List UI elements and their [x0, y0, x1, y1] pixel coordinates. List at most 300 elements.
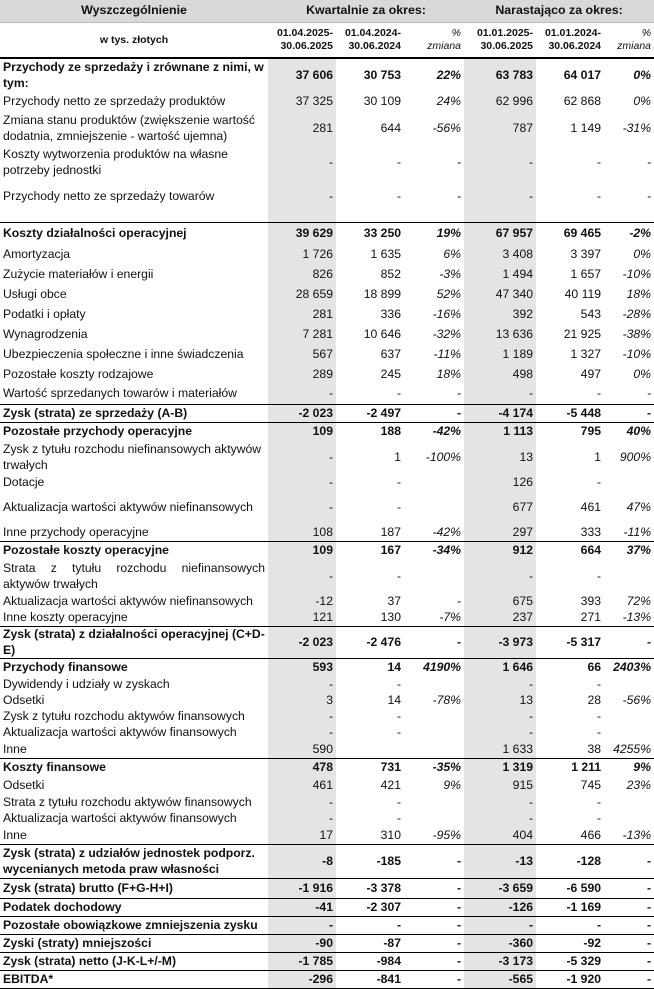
row-label: Dotacje	[3, 474, 45, 489]
n-change-value: -	[604, 917, 654, 935]
q-current-value: 1 726	[268, 245, 336, 265]
n-current-value: -	[464, 811, 536, 827]
table-row	[0, 491, 654, 525]
n-current-value: 13 636	[464, 325, 536, 345]
n-previous-value: -1 920	[536, 971, 604, 989]
n-change-value: -11%	[623, 524, 652, 539]
q-change-value: -	[404, 627, 464, 659]
n-change-value	[604, 475, 654, 491]
q-previous-value: -185	[336, 845, 404, 879]
row-label: Strata z tytułu rozchodu niefinansowych aktywów trwałych	[3, 560, 265, 591]
table-body	[0, 58, 654, 989]
n-current-value: 62 996	[464, 92, 536, 112]
n-previous-value: -6 590	[536, 879, 604, 899]
q-previous-value: 644	[380, 121, 401, 136]
table-row	[0, 180, 654, 214]
q-current-value: 567	[268, 345, 336, 365]
q-change-value: -	[456, 386, 462, 401]
n-current-value: 47 340	[464, 285, 536, 305]
q-current-value: -	[268, 180, 336, 214]
q-change-value: -78%	[432, 692, 462, 707]
n-change-value: 47%	[626, 499, 652, 514]
q-change-value: -11%	[433, 346, 462, 361]
n-change-value: 4255%	[613, 741, 652, 756]
q-previous-value: -	[396, 189, 401, 204]
table-row	[0, 112, 654, 146]
n-previous-value: 69 465	[536, 223, 604, 245]
q-change-value	[404, 709, 464, 725]
n-current-value: -	[464, 385, 536, 405]
q-current-value: -90	[268, 935, 336, 953]
row-label: Wynagrodzenia	[3, 326, 88, 341]
n-current-value: -360	[464, 935, 536, 953]
row-label: Ubezpieczenia społeczne i inne świadczenia	[3, 346, 244, 361]
q-previous-value: 33 250	[336, 223, 404, 245]
row-label: Zysk z tytułu rozchodu niefinansowych aktywów trwałych	[3, 441, 262, 472]
table-row	[0, 405, 654, 423]
row-label: Przychody ze sprzedaży i zrównane z nimi, w tym:	[0, 58, 268, 92]
q-current-value: 461	[268, 777, 336, 795]
n-previous-value: 62 868	[563, 94, 602, 109]
header-q-current: 01.04.2025- 30.06.2025	[268, 23, 336, 59]
n-current-value: 297	[464, 525, 536, 542]
row-label: Pozostałe przychody operacyjne	[0, 423, 268, 441]
row-label: Dywidendy i udziały w zyskach	[3, 676, 170, 691]
q-change-value: 52%	[436, 286, 462, 301]
q-previous-value: -	[396, 155, 401, 170]
n-current-value: 126	[464, 475, 536, 491]
row-label: Zysk (strata) netto (J-K-L+/-M)	[0, 953, 268, 971]
n-change-value: 0%	[604, 58, 654, 92]
header-label: Wyszczególnienie	[0, 0, 268, 23]
n-change-value: 18%	[626, 286, 652, 301]
q-previous-value: 10 646	[363, 326, 401, 341]
q-change-value: -	[404, 953, 464, 971]
q-current-value: -1 785	[268, 953, 336, 971]
row-label: Podatek dochodowy	[0, 899, 268, 917]
q-change-value: -	[456, 189, 462, 204]
table-row	[0, 879, 654, 899]
n-change-value: -	[604, 879, 654, 899]
q-current-value: -	[268, 795, 336, 811]
q-current-value: -2 023	[268, 627, 336, 659]
n-previous-value: 3 397	[570, 246, 602, 261]
n-current-value: 13	[464, 693, 536, 709]
q-current-value: 39 629	[268, 223, 336, 245]
n-current-value: 1 113	[464, 423, 536, 441]
table-row	[0, 725, 654, 741]
q-change-value: -	[456, 155, 462, 170]
q-change-value: -42%	[404, 423, 464, 441]
row-label: Inne	[3, 827, 27, 842]
q-current-value: -	[268, 811, 336, 827]
q-current-value: -	[268, 491, 336, 525]
q-previous-value: -2 307	[336, 899, 404, 917]
q-previous-value: -	[396, 724, 401, 739]
n-previous-value: 745	[580, 777, 602, 792]
n-change-value	[604, 795, 654, 811]
n-change-value: -	[604, 935, 654, 953]
n-current-value: 67 957	[464, 223, 536, 245]
table-row	[0, 345, 654, 365]
row-label: Zysk (strata) z udziałów jednostek podporz. wycenianych metoda praw własności	[0, 845, 268, 879]
header-row-groups	[0, 0, 654, 23]
row-label: Zmiana stanu produktów (zwiększenie wartość dodatnia, zmniejszenie - wartość ujemna)	[3, 113, 255, 143]
n-change-value: -13%	[622, 609, 652, 624]
row-label: Zysk (strata) brutto (F+G-H+I)	[0, 879, 268, 899]
q-current-value: 593	[268, 659, 336, 677]
q-previous-value: 188	[336, 423, 404, 441]
n-previous-value: 393	[580, 593, 602, 608]
q-change-value: -	[404, 917, 464, 935]
q-change-value: -	[404, 899, 464, 917]
n-current-value: -	[464, 560, 536, 594]
n-previous-value: 461	[580, 499, 602, 514]
n-previous-value: 795	[536, 423, 604, 441]
table-row	[0, 285, 654, 305]
n-change-value: 37%	[604, 542, 654, 560]
q-current-value: 289	[268, 365, 336, 385]
row-label: Aktualizacja wartości aktywów niefinansowych	[3, 499, 253, 514]
q-change-value	[404, 795, 464, 811]
q-current-value: -8	[268, 845, 336, 879]
n-current-value: 404	[464, 827, 536, 845]
table-row	[0, 265, 654, 285]
n-current-value: 787	[464, 112, 536, 146]
table-row	[0, 475, 654, 491]
q-current-value: 108	[268, 525, 336, 542]
table-row	[0, 693, 654, 709]
n-previous-value: 66	[536, 659, 604, 677]
q-current-value: -	[268, 441, 336, 475]
row-label: Usługi obce	[3, 286, 67, 301]
row-label: Koszty wytworzenia produktów na własne potrzeby jednostki	[3, 147, 228, 177]
table-row	[0, 542, 654, 560]
q-change-value	[404, 677, 464, 693]
n-change-value: -	[646, 386, 652, 401]
n-previous-value: 1 211	[536, 759, 604, 777]
q-current-value: -41	[268, 899, 336, 917]
header-group-cumulative: Narastająco za okres:	[464, 0, 654, 23]
row-label: Odsetki	[3, 692, 45, 707]
q-previous-value: 421	[380, 777, 401, 792]
n-previous-value: -	[596, 794, 602, 809]
table-row	[0, 759, 654, 777]
table-row	[0, 709, 654, 725]
q-current-value: -	[268, 709, 336, 725]
row-label: Inne koszty operacyjne	[3, 609, 128, 624]
row-label: Pozostałe obowiązkowe zmniejszenia zysku	[0, 917, 268, 935]
row-spacer	[0, 214, 654, 223]
table-row	[0, 365, 654, 385]
n-change-value: -	[604, 845, 654, 879]
q-previous-value: 30 109	[363, 94, 401, 109]
row-label: Wartość sprzedanych towarów i materiałów	[3, 386, 237, 401]
q-change-value: -35%	[404, 759, 464, 777]
table-row	[0, 325, 654, 345]
q-change-value: 4190%	[404, 659, 464, 677]
n-change-value: 0%	[633, 94, 652, 109]
n-current-value: 915	[464, 777, 536, 795]
q-previous-value: 18 899	[363, 286, 401, 301]
n-previous-value: -5 317	[536, 627, 604, 659]
table-row	[0, 305, 654, 325]
n-change-value: 72%	[626, 593, 652, 608]
n-change-value: 40%	[604, 423, 654, 441]
row-label: Pozostałe koszty rodzajowe	[3, 366, 154, 381]
q-previous-value: 245	[380, 366, 401, 381]
q-previous-value	[336, 741, 404, 759]
n-change-value: -	[646, 155, 652, 170]
row-label: Przychody finansowe	[0, 659, 268, 677]
table-row	[0, 627, 654, 659]
table-row	[0, 146, 654, 180]
q-change-value	[404, 741, 464, 759]
q-change-value: -	[404, 879, 464, 899]
spacer-cell	[536, 214, 604, 223]
q-change-value	[404, 725, 464, 741]
q-change-value	[404, 811, 464, 827]
q-previous-value: 731	[336, 759, 404, 777]
n-change-value: -56%	[622, 692, 652, 707]
q-current-value: 109	[268, 542, 336, 560]
table-row	[0, 741, 654, 759]
n-change-value: -	[604, 953, 654, 971]
n-previous-value: 1 327	[570, 346, 602, 361]
q-previous-value: -	[336, 917, 404, 935]
n-current-value: -565	[464, 971, 536, 989]
q-current-value: 281	[268, 305, 336, 325]
table-row	[0, 385, 654, 405]
n-change-value: 0%	[633, 366, 652, 381]
q-change-value: -100%	[425, 449, 462, 464]
table-row	[0, 423, 654, 441]
q-current-value: 37 606	[268, 58, 336, 92]
q-change-value: -42%	[432, 524, 462, 539]
q-current-value: 121	[268, 610, 336, 627]
n-previous-value: -1 169	[536, 899, 604, 917]
table-row	[0, 795, 654, 811]
q-current-value: 3	[268, 693, 336, 709]
q-change-value: -32%	[432, 326, 462, 341]
n-current-value: 1 319	[464, 759, 536, 777]
q-current-value: 590	[268, 741, 336, 759]
table-row	[0, 441, 654, 475]
n-change-value: 23%	[626, 777, 652, 792]
header-n-change	[604, 23, 654, 59]
q-previous-value: 14	[336, 659, 404, 677]
row-label: Aktualizacja wartości aktywów finansowych	[3, 724, 237, 739]
n-change-value	[604, 811, 654, 827]
q-change-value	[404, 475, 464, 491]
n-change-value: -	[604, 899, 654, 917]
q-current-value: 37 325	[268, 92, 336, 112]
q-current-value: -	[268, 146, 336, 180]
table-row	[0, 777, 654, 795]
q-change-value	[404, 491, 464, 525]
n-previous-value: -	[596, 810, 602, 825]
q-change-value: 6%	[443, 246, 462, 261]
n-current-value: 1 646	[464, 659, 536, 677]
n-previous-value: 466	[580, 827, 602, 842]
n-previous-value: 271	[580, 609, 602, 624]
spacer-cell	[268, 214, 336, 223]
q-current-value: -2 023	[268, 405, 336, 423]
table-row	[0, 58, 654, 92]
n-current-value: -3 973	[464, 627, 536, 659]
n-current-value: -	[464, 677, 536, 693]
q-previous-value: -87	[336, 935, 404, 953]
n-change-value: -	[604, 405, 654, 423]
q-previous-value: -	[396, 794, 401, 809]
n-current-value: -	[464, 795, 536, 811]
spacer-cell	[464, 214, 536, 223]
q-change-value: -34%	[404, 542, 464, 560]
header-q-change-a: %	[451, 27, 462, 39]
n-current-value: 237	[464, 610, 536, 627]
n-current-value: -4 174	[464, 405, 536, 423]
row-label: Zysk (strata) ze sprzedaży (A-B)	[0, 405, 268, 423]
q-previous-value: -	[396, 810, 401, 825]
q-previous-value: -	[396, 568, 401, 583]
q-change-value: -95%	[432, 827, 462, 842]
n-change-value: -13%	[622, 827, 652, 842]
n-current-value: -126	[464, 899, 536, 917]
n-previous-value: -	[596, 724, 602, 739]
n-change-value	[604, 677, 654, 693]
n-current-value: 13	[464, 441, 536, 475]
n-previous-value: 21 925	[563, 326, 602, 341]
n-previous-value: 497	[580, 366, 602, 381]
n-previous-value: -	[596, 708, 602, 723]
n-change-value: -	[604, 971, 654, 989]
n-current-value: 498	[464, 365, 536, 385]
q-current-value: 7 281	[268, 325, 336, 345]
n-previous-value: 333	[580, 524, 602, 539]
q-previous-value: -	[396, 499, 401, 514]
row-label: Aktualizacja wartości aktywów finansowych	[3, 810, 237, 825]
table-row	[0, 845, 654, 879]
q-previous-value: -	[396, 386, 401, 401]
spacer-cell	[0, 214, 268, 223]
n-previous-value: 1	[594, 449, 602, 464]
n-change-value: 0%	[633, 246, 652, 261]
table-row	[0, 245, 654, 265]
n-change-value: 900%	[619, 449, 652, 464]
n-current-value: 912	[464, 542, 536, 560]
q-previous-value: 310	[380, 827, 401, 842]
row-label: Inne	[3, 741, 27, 756]
q-current-value: -	[268, 560, 336, 594]
row-label: Inne przychody operacyjne	[3, 524, 149, 539]
table-row	[0, 971, 654, 989]
q-current-value: 281	[268, 112, 336, 146]
q-previous-value: 1	[394, 449, 401, 464]
n-previous-value: -	[596, 676, 602, 691]
q-previous-value: -2 476	[336, 627, 404, 659]
n-current-value: -3 173	[464, 953, 536, 971]
n-change-value	[604, 560, 654, 594]
header-unit: w tys. złotych	[0, 23, 268, 59]
n-change-value: -10%	[622, 346, 652, 361]
q-change-value: 9%	[443, 777, 462, 792]
n-current-value: 392	[464, 305, 536, 325]
q-current-value: 826	[268, 265, 336, 285]
q-previous-value: -	[396, 474, 401, 489]
n-previous-value: -	[536, 917, 604, 935]
n-change-value: -31%	[622, 121, 652, 136]
n-previous-value: -	[596, 155, 602, 170]
q-change-value: -7%	[439, 609, 462, 624]
n-change-value: -28%	[622, 306, 652, 321]
row-label: Odsetki	[3, 777, 45, 792]
n-current-value: 1 494	[464, 265, 536, 285]
header-q-previous: 01.04.2024- 30.06.2024	[336, 23, 404, 59]
header-n-change-a: %	[641, 27, 652, 39]
q-previous-value: -3 378	[336, 879, 404, 899]
header-group-quarterly: Kwartalnie za okres:	[268, 0, 464, 23]
q-change-value: -	[404, 935, 464, 953]
n-current-value: 1 189	[464, 345, 536, 365]
n-change-value: -38%	[622, 326, 652, 341]
table-row	[0, 659, 654, 677]
q-change-value: -	[456, 593, 462, 608]
n-previous-value: -92	[536, 935, 604, 953]
row-label: Aktualizacja wartości aktywów niefinansowych	[3, 593, 253, 608]
q-previous-value: 37	[387, 593, 401, 608]
q-previous-value: 852	[380, 266, 401, 281]
n-change-value: 2403%	[604, 659, 654, 677]
q-previous-value: 336	[380, 306, 401, 321]
table-row	[0, 677, 654, 693]
n-change-value	[604, 709, 654, 725]
n-current-value: -	[464, 917, 536, 935]
q-current-value: 478	[268, 759, 336, 777]
q-current-value: -	[268, 677, 336, 693]
table-row	[0, 917, 654, 935]
table-row	[0, 594, 654, 610]
n-current-value: 63 783	[464, 58, 536, 92]
n-previous-value: 38	[587, 741, 602, 756]
n-current-value: 675	[464, 594, 536, 610]
n-change-value: 9%	[604, 759, 654, 777]
row-label: Zyski (straty) mniejszości	[0, 935, 268, 953]
n-previous-value: 40 119	[564, 286, 602, 301]
q-previous-value: 30 753	[336, 58, 404, 92]
n-current-value: 1 633	[464, 741, 536, 759]
q-previous-value: 187	[380, 524, 401, 539]
n-previous-value: 28	[587, 692, 602, 707]
table-row	[0, 560, 654, 594]
q-current-value: 109	[268, 423, 336, 441]
q-change-value: -	[404, 845, 464, 879]
n-previous-value: 543	[580, 306, 602, 321]
row-label: Zysk (strata) z działalności operacyjnej (C+D-E)	[0, 627, 268, 659]
q-current-value: -	[268, 725, 336, 741]
q-change-value: -	[404, 405, 464, 423]
q-current-value: -	[268, 917, 336, 935]
q-change-value	[404, 560, 464, 594]
row-label: Przychody netto ze sprzedaży towarów	[3, 189, 215, 204]
q-change-value: 24%	[436, 94, 462, 109]
n-previous-value: 64 017	[536, 58, 604, 92]
table-row	[0, 525, 654, 542]
n-previous-value: 664	[536, 542, 604, 560]
table-row	[0, 811, 654, 827]
row-label: Przychody netto ze sprzedaży produktów	[3, 94, 226, 109]
n-change-value: -10%	[622, 266, 652, 281]
q-previous-value: 1 635	[370, 246, 401, 261]
